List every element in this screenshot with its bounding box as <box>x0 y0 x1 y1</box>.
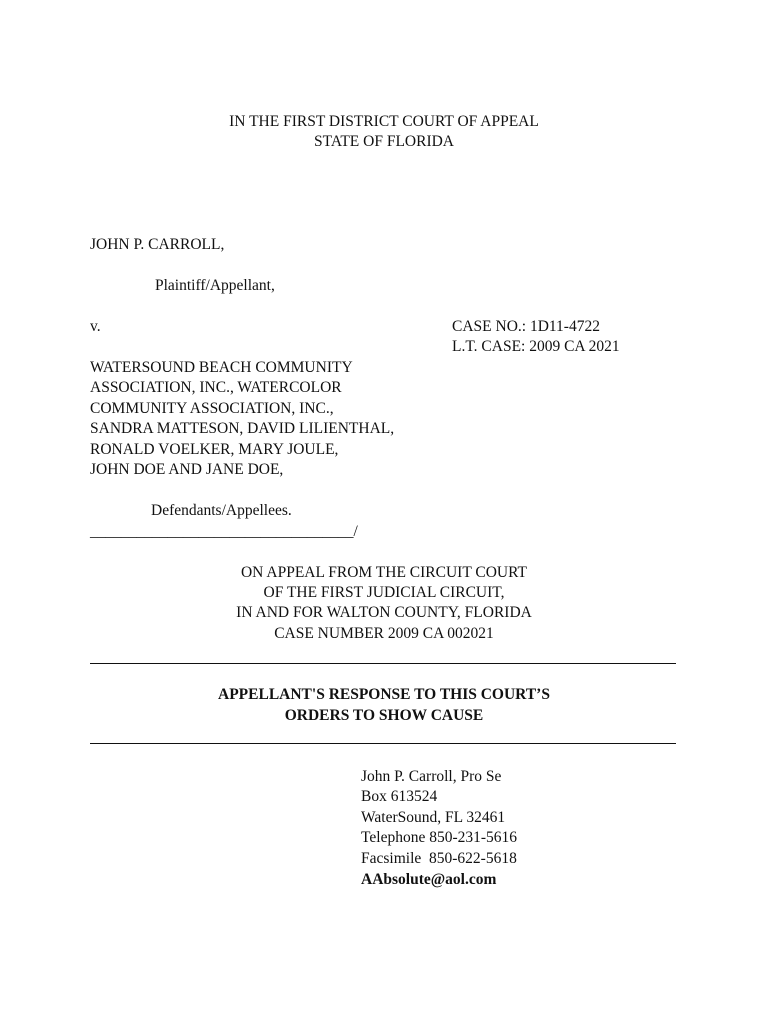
divider-top <box>90 663 676 664</box>
defendant-line: COMMUNITY ASSOCIATION, INC., <box>90 400 334 417</box>
defendant-role: Defendants/Appellees. <box>151 502 292 519</box>
contact-facsimile: Facsimile 850-622-5618 <box>361 850 517 867</box>
versus-label: v. <box>90 318 101 335</box>
document-title: APPELLANT'S RESPONSE TO THIS COURT’S <box>218 686 550 703</box>
case-number: CASE NO.: 1D11-4722 <box>452 318 600 335</box>
defendant-line: ASSOCIATION, INC., WATERCOLOR <box>90 379 342 396</box>
appeal-origin-line: OF THE FIRST JUDICIAL CIRCUIT, <box>263 584 505 601</box>
appeal-origin-line: ON APPEAL FROM THE CIRCUIT COURT <box>240 564 527 581</box>
court-state: STATE OF FLORIDA <box>314 133 454 150</box>
appeal-origin-line: IN AND FOR WALTON COUNTY, FLORIDA <box>236 604 532 621</box>
document-title-continued: ORDERS TO SHOW CAUSE <box>284 707 484 724</box>
defendant-line: JOHN DOE AND JANE DOE, <box>90 461 284 478</box>
plaintiff-name: JOHN P. CARROLL, <box>90 236 225 253</box>
contact-box: Box 613524 <box>361 788 438 805</box>
defendant-line: WATERSOUND BEACH COMMUNITY <box>90 359 353 376</box>
defendant-line: RONALD VOELKER, MARY JOULE, <box>90 441 339 458</box>
divider-bottom <box>90 743 676 744</box>
contact-city: WaterSound, FL 32461 <box>361 809 506 826</box>
contact-telephone: Telephone 850-231-5616 <box>361 829 518 846</box>
appeal-origin-line: CASE NUMBER 2009 CA 002021 <box>274 625 494 642</box>
contact-name: John P. Carroll, Pro Se <box>361 768 502 785</box>
court-name: IN THE FIRST DISTRICT COURT OF APPEAL <box>229 113 539 130</box>
defendant-line: SANDRA MATTESON, DAVID LILIENTHAL, <box>90 420 395 437</box>
contact-email: AAbsolute@aol.com <box>361 871 497 888</box>
caption-signature-line: __________________________________/ <box>90 523 358 540</box>
plaintiff-role: Plaintiff/Appellant, <box>155 277 275 294</box>
lower-tribunal-case: L.T. CASE: 2009 CA 2021 <box>452 338 620 355</box>
